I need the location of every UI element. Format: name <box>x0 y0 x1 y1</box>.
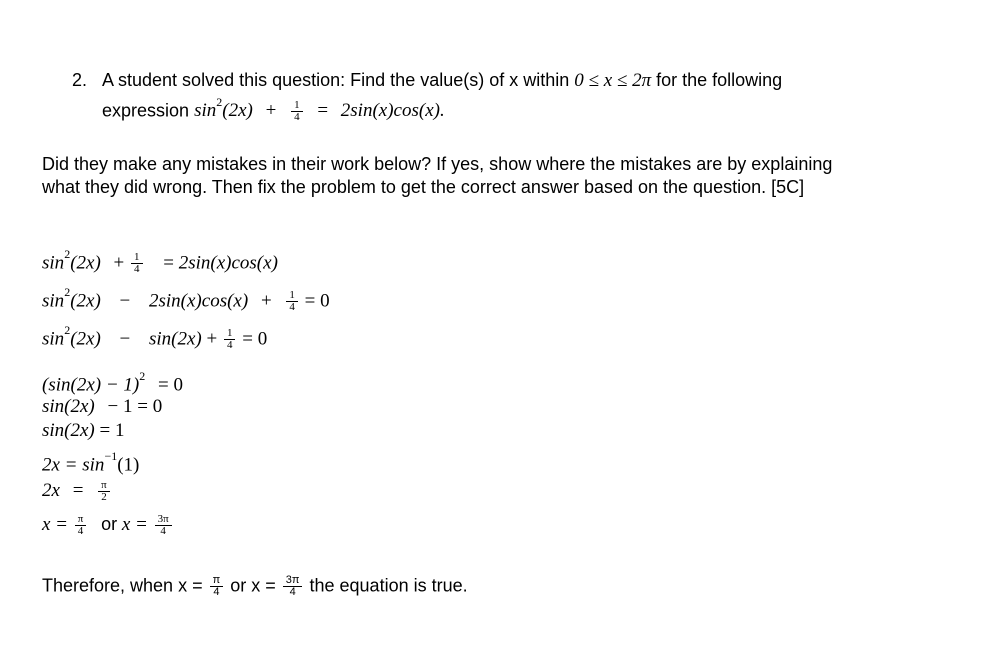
question-line-2 <box>102 95 445 124</box>
work-l7-arg: (1) <box>117 454 140 476</box>
question-range: 0 ≤ x ≤ 2π <box>574 70 652 91</box>
work-l3-sin: sin <box>42 328 65 350</box>
expr-frac-den: 4 <box>294 111 300 124</box>
conclusion-or-x: or x = <box>230 575 276 596</box>
work-l1-plus: + <box>113 252 125 274</box>
work-l7-lhs: 2x = sin <box>42 454 105 476</box>
conclusion-frac-2 <box>283 575 303 598</box>
question-line-1-tail: for the following <box>656 70 783 90</box>
conclusion-prefix: Therefore, when x = <box>42 575 203 596</box>
conclusion-line <box>42 575 468 598</box>
work-l3-arg: (2x) <box>70 328 101 350</box>
work-l1-arg: (2x) <box>70 252 101 274</box>
work-l4-rhs: = 0 <box>158 374 183 396</box>
work-l2-pow: 2 <box>64 285 71 299</box>
work-l7-pow: −1 <box>104 449 118 463</box>
work-l6-lhs: sin(2x) <box>42 420 95 441</box>
conclusion-den1: 4 <box>213 586 220 598</box>
question-line-1-text: A student solved this question: Find the value(s) of x within <box>102 70 570 90</box>
work-l8-lhs: 2x <box>42 480 60 501</box>
work-l1-sin: sin <box>42 252 65 274</box>
conclusion-frac-1 <box>210 575 224 598</box>
work-l2-num: 1 <box>286 290 298 302</box>
work-l2-rhs: = 0 <box>304 290 330 312</box>
work-l8-eq: = <box>72 480 84 501</box>
work-l2-den: 4 <box>289 301 295 314</box>
work-l1-rhs: 2sin(x)cos(x) <box>178 252 278 274</box>
work-l3-mid: sin(2x) <box>149 328 202 350</box>
question-number: 2. <box>72 70 88 90</box>
conclusion-den2: 4 <box>289 586 296 598</box>
work-l3-frac <box>224 328 236 351</box>
work-line-6 <box>42 420 124 442</box>
work-l1-pow: 2 <box>64 247 71 261</box>
work-l1-frac <box>131 252 143 275</box>
work-l2-mid: 2sin(x)cos(x) <box>149 290 249 312</box>
expr-power: 2 <box>216 95 223 109</box>
work-l5-mid: − 1 <box>107 396 133 417</box>
work-l1-eq: = <box>163 252 174 274</box>
work-line-4 <box>42 369 183 396</box>
expr-arg: (2x) <box>222 100 253 122</box>
work-l1-den: 4 <box>134 263 140 276</box>
work-line-8 <box>42 480 112 503</box>
work-l9-den2: 4 <box>160 525 166 538</box>
work-line-5 <box>42 396 162 418</box>
expr-fraction <box>291 100 303 123</box>
work-l6-rhs: = 1 <box>99 420 125 441</box>
work-line-7 <box>42 449 140 476</box>
work-l1-num: 1 <box>131 252 143 264</box>
work-line-9 <box>42 514 174 537</box>
expr-plus: + <box>265 100 277 122</box>
work-l9-den1: 4 <box>77 525 84 538</box>
work-line-3 <box>42 323 268 352</box>
work-l3-num: 1 <box>224 328 236 340</box>
work-l9-mid: x = <box>121 514 148 535</box>
work-l8-den: 2 <box>101 491 107 504</box>
work-l9-lhs: x = <box>42 514 69 535</box>
work-l2-minus: − <box>119 290 131 312</box>
work-l9-num1: π <box>75 514 87 526</box>
work-l2-plus: + <box>260 290 272 312</box>
question-line-2-prefix: expression <box>102 100 190 121</box>
work-l9-or: or <box>101 514 118 534</box>
work-l3-den: 4 <box>226 339 233 352</box>
work-line-2 <box>42 285 330 314</box>
conclusion-num2: 3π <box>283 575 303 587</box>
work-l8-frac <box>98 480 110 503</box>
work-l3-pow: 2 <box>64 323 71 337</box>
work-l4-pow: 2 <box>139 369 146 383</box>
question-expression <box>194 95 445 124</box>
expr-equals: = <box>317 100 329 122</box>
work-l9-num2: 3π <box>155 514 172 526</box>
conclusion-num1: π <box>210 575 224 587</box>
work-l2-arg: (2x) <box>70 290 101 312</box>
work-l8-num: π <box>98 480 110 492</box>
work-l5-rhs: = 0 <box>137 396 163 417</box>
work-l5-lhs: sin(2x) <box>42 396 95 417</box>
instructions-line-2: what they did wrong. Then fix the problem to get the correct answer based on the question. [5C] <box>42 177 805 197</box>
work-l3-minus: − <box>119 328 131 350</box>
instructions-line-1: Did they make any mistakes in their work below? If yes, show where the mistakes are by explaining <box>42 154 833 174</box>
work-l9-frac-1 <box>75 514 87 537</box>
work-l4-base: (sin(2x) − 1) <box>42 374 140 396</box>
work-l2-sin: sin <box>42 290 65 312</box>
work-line-1 <box>42 247 278 276</box>
expr-sin: sin <box>194 100 217 122</box>
work-l9-frac-2 <box>155 514 172 537</box>
question-line-1 <box>102 70 782 92</box>
work-l3-rhs: = 0 <box>242 328 268 350</box>
conclusion-suffix: the equation is true. <box>309 575 468 596</box>
expr-rhs: 2sin(x)cos(x). <box>340 100 445 122</box>
work-l2-frac <box>286 290 298 313</box>
expr-frac-num: 1 <box>291 100 303 112</box>
work-l3-plus: + <box>206 328 218 350</box>
